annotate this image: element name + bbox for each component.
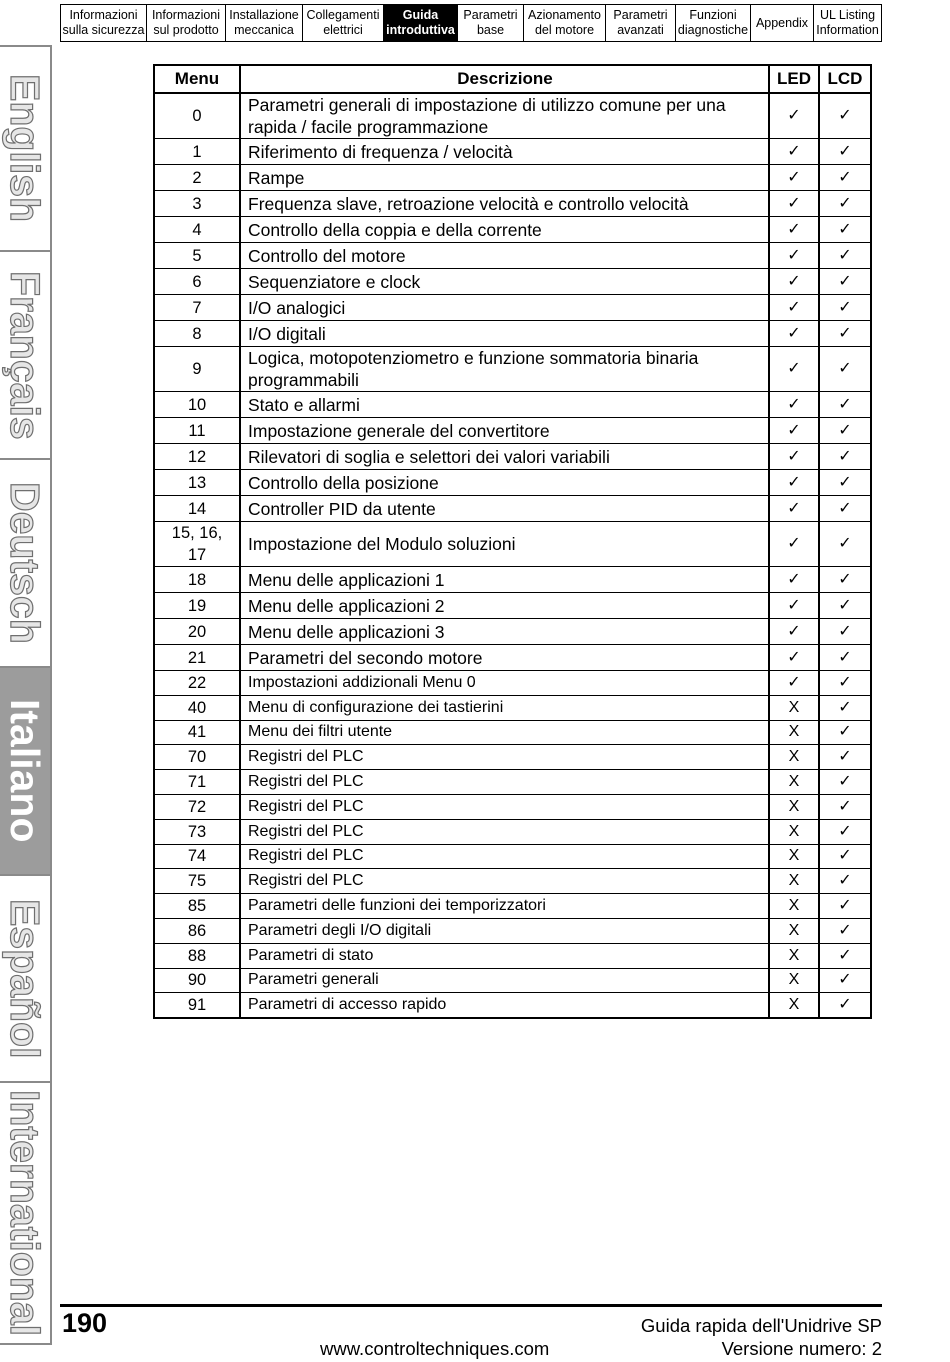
footer-rule xyxy=(60,1304,882,1307)
nav-tab-funzioni-diagnostiche[interactable] xyxy=(675,5,750,41)
led-unavailable-mark: X xyxy=(769,695,819,720)
table-row xyxy=(154,869,871,894)
description-cell: I/O digitali xyxy=(240,321,769,347)
led-check-icon: ✓ xyxy=(769,295,819,321)
parameter-menu-table xyxy=(153,64,872,1019)
nav-tab-label-line1: Azionamento xyxy=(528,8,601,22)
table-row xyxy=(154,770,871,795)
language-tab-label: Deutsch xyxy=(2,482,48,644)
menu-number-cell: 22 xyxy=(154,671,240,696)
led-check-icon: ✓ xyxy=(769,593,819,619)
lcd-check-icon: ✓ xyxy=(819,869,871,894)
table-row xyxy=(154,918,871,943)
menu-number-cell: 90 xyxy=(154,968,240,993)
table-row xyxy=(154,347,871,392)
description-cell: Registri del PLC xyxy=(240,745,769,770)
description-cell: Impostazione generale del convertitore xyxy=(240,418,769,444)
nav-tab-label-line1: Collegamenti xyxy=(306,8,380,22)
table-row xyxy=(154,418,871,444)
lcd-check-icon: ✓ xyxy=(819,470,871,496)
table-row xyxy=(154,496,871,522)
led-check-icon: ✓ xyxy=(769,321,819,347)
table-row xyxy=(154,794,871,819)
description-cell: Frequenza slave, retroazione velocità e controllo velocità xyxy=(240,191,769,217)
table-row xyxy=(154,695,871,720)
description-cell: Riferimento di frequenza / velocità xyxy=(240,139,769,165)
led-check-icon: ✓ xyxy=(769,444,819,470)
lcd-check-icon: ✓ xyxy=(819,444,871,470)
led-unavailable-mark: X xyxy=(769,745,819,770)
table-row xyxy=(154,321,871,347)
menu-number-cell: 14 xyxy=(154,496,240,522)
nav-tab-label-line1: Informazioni xyxy=(69,8,138,22)
description-cell: Logica, motopotenziometro e funzione sommatoria binaria programmabili xyxy=(240,347,769,392)
lcd-check-icon: ✓ xyxy=(819,720,871,745)
page-number: 190 xyxy=(62,1308,108,1338)
table-row xyxy=(154,819,871,844)
description-cell: I/O analogici xyxy=(240,295,769,321)
menu-number-cell: 21 xyxy=(154,645,240,671)
language-tabs xyxy=(0,45,52,1345)
nav-tab-azionamento-del-motore[interactable] xyxy=(523,5,605,41)
nav-tab-label-line1: Funzioni xyxy=(689,8,737,22)
menu-number-cell: 13 xyxy=(154,470,240,496)
language-tab-label: English xyxy=(2,74,48,223)
table-row xyxy=(154,619,871,645)
menu-number-cell: 0 xyxy=(154,93,240,139)
table-row xyxy=(154,217,871,243)
description-cell: Impostazioni addizionali Menu 0 xyxy=(240,671,769,696)
nav-tab-label-line2: elettrici xyxy=(323,23,363,37)
menu-number-cell: 75 xyxy=(154,869,240,894)
description-cell: Registri del PLC xyxy=(240,819,769,844)
menu-number-cell: 9 xyxy=(154,347,240,392)
nav-tab-informazioni-sulla-sicurezza[interactable] xyxy=(61,5,146,41)
lcd-check-icon: ✓ xyxy=(819,191,871,217)
table-row xyxy=(154,470,871,496)
led-check-icon: ✓ xyxy=(769,522,819,567)
led-check-icon: ✓ xyxy=(769,165,819,191)
chapter-nav xyxy=(60,4,882,42)
nav-tab-informazioni-sul-prodotto[interactable] xyxy=(146,5,225,41)
led-unavailable-mark: X xyxy=(769,943,819,968)
led-unavailable-mark: X xyxy=(769,770,819,795)
menu-number-cell: 72 xyxy=(154,794,240,819)
description-cell: Menu di configurazione dei tastierini xyxy=(240,695,769,720)
lcd-check-icon: ✓ xyxy=(819,671,871,696)
description-cell: Menu delle applicazioni 3 xyxy=(240,619,769,645)
nav-tab-label-line2: del motore xyxy=(534,23,595,37)
description-cell: Registri del PLC xyxy=(240,794,769,819)
table-body xyxy=(154,93,871,1018)
language-tab-espanol[interactable] xyxy=(0,876,50,1083)
description-cell: Stato e allarmi xyxy=(240,392,769,418)
menu-number-cell: 2 xyxy=(154,165,240,191)
menu-number-cell: 4 xyxy=(154,217,240,243)
lcd-check-icon: ✓ xyxy=(819,770,871,795)
menu-number-cell: 18 xyxy=(154,567,240,593)
language-tab-francais[interactable] xyxy=(0,252,50,460)
table-row xyxy=(154,93,871,139)
description-cell: Controller PID da utente xyxy=(240,496,769,522)
lcd-check-icon: ✓ xyxy=(819,894,871,919)
table-row xyxy=(154,593,871,619)
led-unavailable-mark: X xyxy=(769,894,819,919)
document-title: Guida rapida dell'Unidrive SP xyxy=(640,1315,882,1336)
menu-number-cell: 74 xyxy=(154,844,240,869)
nav-tab-label-line2: Information xyxy=(816,23,879,37)
led-check-icon: ✓ xyxy=(769,269,819,295)
language-tab-international[interactable] xyxy=(0,1083,50,1345)
table-row xyxy=(154,993,871,1018)
lcd-check-icon: ✓ xyxy=(819,619,871,645)
led-check-icon: ✓ xyxy=(769,392,819,418)
nav-tab-label-line2: sul prodotto xyxy=(153,23,219,37)
table-row xyxy=(154,671,871,696)
lcd-check-icon: ✓ xyxy=(819,165,871,191)
menu-number-cell: 40 xyxy=(154,695,240,720)
description-cell: Parametri generali di impostazione di utilizzo comune per una rapida / facile programmazione xyxy=(240,93,769,139)
led-unavailable-mark: X xyxy=(769,968,819,993)
menu-number-cell: 12 xyxy=(154,444,240,470)
description-cell: Registri del PLC xyxy=(240,770,769,795)
lcd-check-icon: ✓ xyxy=(819,496,871,522)
nav-tab-label-line1: Appendix xyxy=(755,15,809,30)
nav-tab-label-line2: sulla sicurezza xyxy=(62,23,145,37)
lcd-check-icon: ✓ xyxy=(819,295,871,321)
description-cell: Controllo del motore xyxy=(240,243,769,269)
table-row xyxy=(154,295,871,321)
website: www.controltechniques.com xyxy=(320,1338,550,1359)
led-check-icon: ✓ xyxy=(769,567,819,593)
menu-number-cell: 10 xyxy=(154,392,240,418)
description-cell: Registri del PLC xyxy=(240,844,769,869)
menu-number-cell: 19 xyxy=(154,593,240,619)
nav-tab-label-line2: diagnostiche xyxy=(677,23,749,37)
header-lcd: LCD xyxy=(819,65,871,93)
lcd-check-icon: ✓ xyxy=(819,593,871,619)
menu-number-cell: 5 xyxy=(154,243,240,269)
description-cell: Rampe xyxy=(240,165,769,191)
led-unavailable-mark: X xyxy=(769,844,819,869)
nav-tab-label-line1: UL Listing xyxy=(819,8,876,22)
header-led: LED xyxy=(769,65,819,93)
table-row xyxy=(154,745,871,770)
nav-tab-installazione-meccanica[interactable] xyxy=(225,5,302,41)
table-header-row xyxy=(154,65,871,93)
description-cell: Sequenziatore e clock xyxy=(240,269,769,295)
description-cell: Controllo della coppia e della corrente xyxy=(240,217,769,243)
menu-number-cell: 6 xyxy=(154,269,240,295)
led-check-icon: ✓ xyxy=(769,139,819,165)
language-tab-label: International xyxy=(2,1089,48,1337)
menu-number-cell: 7 xyxy=(154,295,240,321)
led-check-icon: ✓ xyxy=(769,671,819,696)
table-row xyxy=(154,645,871,671)
nav-tab-label-line1: Informazioni xyxy=(151,8,221,22)
table-row xyxy=(154,269,871,295)
description-cell: Rilevatori di soglia e selettori dei valori variabili xyxy=(240,444,769,470)
description-cell: Parametri degli I/O digitali xyxy=(240,918,769,943)
table-row xyxy=(154,720,871,745)
menu-number-cell: 15, 16, 17 xyxy=(154,522,240,567)
lcd-check-icon: ✓ xyxy=(819,918,871,943)
led-check-icon: ✓ xyxy=(769,645,819,671)
lcd-check-icon: ✓ xyxy=(819,844,871,869)
led-check-icon: ✓ xyxy=(769,347,819,392)
nav-tab-label-line1: Guida xyxy=(402,8,439,22)
lcd-check-icon: ✓ xyxy=(819,993,871,1018)
lcd-check-icon: ✓ xyxy=(819,392,871,418)
menu-number-cell: 20 xyxy=(154,619,240,645)
language-tab-label: Español xyxy=(2,898,48,1059)
nav-tab-label-line2: base xyxy=(476,23,505,37)
language-tab-english[interactable] xyxy=(0,47,50,252)
menu-number-cell: 11 xyxy=(154,418,240,444)
description-cell: Parametri delle funzioni dei temporizzatori xyxy=(240,894,769,919)
nav-tab-guida-introduttiva[interactable] xyxy=(383,5,457,41)
lcd-check-icon: ✓ xyxy=(819,567,871,593)
lcd-check-icon: ✓ xyxy=(819,968,871,993)
description-cell: Controllo della posizione xyxy=(240,470,769,496)
nav-tab-label-line2: avanzati xyxy=(617,23,664,37)
lcd-check-icon: ✓ xyxy=(819,321,871,347)
description-cell: Registri del PLC xyxy=(240,869,769,894)
lcd-check-icon: ✓ xyxy=(819,794,871,819)
table-row xyxy=(154,191,871,217)
led-unavailable-mark: X xyxy=(769,720,819,745)
menu-number-cell: 70 xyxy=(154,745,240,770)
table-row xyxy=(154,139,871,165)
description-cell: Parametri del secondo motore xyxy=(240,645,769,671)
language-tab-label: Français xyxy=(2,270,48,440)
table-row xyxy=(154,844,871,869)
menu-number-cell: 71 xyxy=(154,770,240,795)
led-check-icon: ✓ xyxy=(769,470,819,496)
nav-tab-label-line1: Parametri xyxy=(613,8,668,22)
lcd-check-icon: ✓ xyxy=(819,243,871,269)
description-cell: Impostazione del Modulo soluzioni xyxy=(240,522,769,567)
table-row xyxy=(154,567,871,593)
table-row xyxy=(154,243,871,269)
menu-number-cell: 8 xyxy=(154,321,240,347)
led-unavailable-mark: X xyxy=(769,869,819,894)
description-cell: Menu dei filtri utente xyxy=(240,720,769,745)
language-tab-italiano[interactable] xyxy=(0,668,50,876)
led-check-icon: ✓ xyxy=(769,619,819,645)
lcd-check-icon: ✓ xyxy=(819,695,871,720)
nav-tab-label-line2: meccanica xyxy=(234,23,294,37)
menu-number-cell: 86 xyxy=(154,918,240,943)
language-tab-deutsch[interactable] xyxy=(0,460,50,668)
led-check-icon: ✓ xyxy=(769,217,819,243)
led-unavailable-mark: X xyxy=(769,819,819,844)
menu-number-cell: 1 xyxy=(154,139,240,165)
lcd-check-icon: ✓ xyxy=(819,745,871,770)
menu-number-cell: 73 xyxy=(154,819,240,844)
table-row xyxy=(154,522,871,567)
nav-tab-parametri-avanzati[interactable] xyxy=(605,5,675,41)
nav-tab-label-line1: Parametri xyxy=(463,8,518,22)
menu-number-cell: 3 xyxy=(154,191,240,217)
description-cell: Menu delle applicazioni 2 xyxy=(240,593,769,619)
description-cell: Parametri di accesso rapido xyxy=(240,993,769,1018)
description-cell: Parametri di stato xyxy=(240,943,769,968)
led-check-icon: ✓ xyxy=(769,418,819,444)
nav-tab-parametri-base[interactable] xyxy=(457,5,523,41)
menu-number-cell: 91 xyxy=(154,993,240,1018)
lcd-check-icon: ✓ xyxy=(819,819,871,844)
language-tab-label: Italiano xyxy=(2,699,48,843)
version-number: Versione numero: 2 xyxy=(721,1338,882,1359)
description-cell: Parametri generali xyxy=(240,968,769,993)
table-row xyxy=(154,968,871,993)
table-row xyxy=(154,392,871,418)
nav-tab-label-line2: introduttiva xyxy=(386,23,455,37)
table-row xyxy=(154,943,871,968)
header-description: Descrizione xyxy=(240,65,769,93)
nav-tab-ul-listing-information[interactable] xyxy=(813,5,881,41)
table-row xyxy=(154,894,871,919)
led-check-icon: ✓ xyxy=(769,243,819,269)
description-cell: Menu delle applicazioni 1 xyxy=(240,567,769,593)
lcd-check-icon: ✓ xyxy=(819,418,871,444)
led-unavailable-mark: X xyxy=(769,794,819,819)
lcd-check-icon: ✓ xyxy=(819,217,871,243)
lcd-check-icon: ✓ xyxy=(819,645,871,671)
menu-number-cell: 88 xyxy=(154,943,240,968)
led-unavailable-mark: X xyxy=(769,993,819,1018)
menu-number-cell: 41 xyxy=(154,720,240,745)
menu-number-cell: 85 xyxy=(154,894,240,919)
nav-tab-appendix[interactable] xyxy=(750,5,813,41)
led-unavailable-mark: X xyxy=(769,918,819,943)
lcd-check-icon: ✓ xyxy=(819,522,871,567)
nav-tab-collegamenti-elettrici[interactable] xyxy=(302,5,383,41)
led-check-icon: ✓ xyxy=(769,93,819,139)
led-check-icon: ✓ xyxy=(769,496,819,522)
led-check-icon: ✓ xyxy=(769,191,819,217)
lcd-check-icon: ✓ xyxy=(819,139,871,165)
header-menu: Menu xyxy=(154,65,240,93)
lcd-check-icon: ✓ xyxy=(819,269,871,295)
table-row xyxy=(154,165,871,191)
table-row xyxy=(154,444,871,470)
lcd-check-icon: ✓ xyxy=(819,93,871,139)
nav-tab-label-line1: Installazione xyxy=(229,8,299,22)
lcd-check-icon: ✓ xyxy=(819,943,871,968)
lcd-check-icon: ✓ xyxy=(819,347,871,392)
